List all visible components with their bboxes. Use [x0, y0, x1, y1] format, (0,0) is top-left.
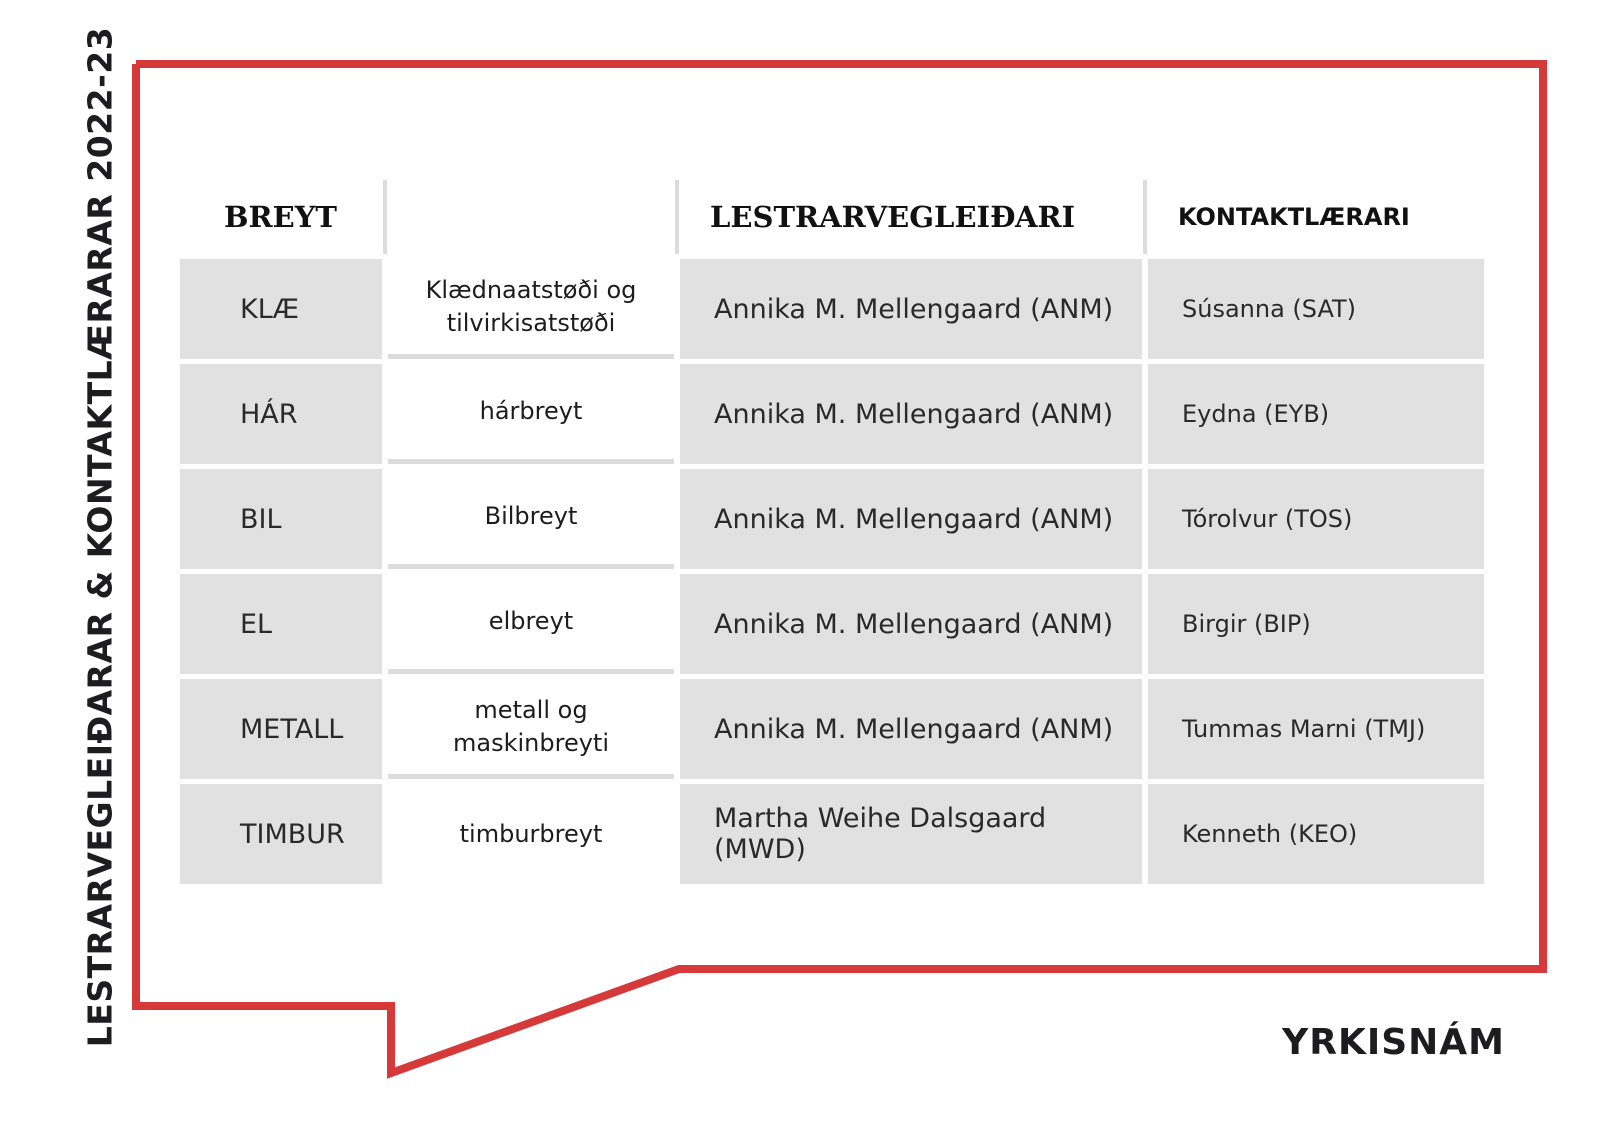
row-description: metall og maskinbreyti — [388, 679, 674, 779]
header-breyt — [180, 180, 382, 254]
row-code: EL — [180, 574, 382, 674]
header-guide — [680, 180, 1142, 254]
row-code: HÁR — [180, 364, 382, 464]
row-description: timburbreyt — [388, 784, 674, 884]
row-guide: Annika M. Mellengaard (ANM) — [680, 574, 1142, 674]
row-description: elbreyt — [388, 574, 674, 674]
row-guide: Martha Weihe Dalsgaard (MWD) — [680, 784, 1142, 884]
row-code: TIMBUR — [180, 784, 382, 884]
assignment-table — [180, 180, 1484, 884]
page-title: LESTRARVEGLEIÐARAR & KONTAKTLÆRARAR 2022-23 — [80, 26, 120, 1048]
header-contact — [1148, 180, 1484, 254]
row-description: hárbreyt — [388, 364, 674, 464]
brand-wordmark: YRKISNÁM — [1282, 1022, 1505, 1063]
row-contact: Tórolvur (TOS) — [1148, 469, 1484, 569]
row-guide: Annika M. Mellengaard (ANM) — [680, 469, 1142, 569]
row-code: BIL — [180, 469, 382, 569]
row-guide: Annika M. Mellengaard (ANM) — [680, 679, 1142, 779]
row-guide: Annika M. Mellengaard (ANM) — [680, 364, 1142, 464]
row-description: Bilbreyt — [388, 469, 674, 569]
row-contact: Birgir (BIP) — [1148, 574, 1484, 674]
row-code: KLÆ — [180, 259, 382, 359]
row-code: METALL — [180, 679, 382, 779]
row-contact: Súsanna (SAT) — [1148, 259, 1484, 359]
row-contact: Kenneth (KEO) — [1148, 784, 1484, 884]
row-contact: Eydna (EYB) — [1148, 364, 1484, 464]
row-contact: Tummas Marni (TMJ) — [1148, 679, 1484, 779]
header-guide-label: LESTRARVEGLEIÐARI — [710, 200, 1076, 234]
row-description: Klædnaatstøði og tilvirkisatstøði — [388, 259, 674, 359]
header-description — [388, 180, 674, 254]
header-contact-label: KONTAKTLÆRARI — [1178, 203, 1410, 231]
header-breyt-label: BREYT — [224, 200, 337, 234]
row-guide: Annika M. Mellengaard (ANM) — [680, 259, 1142, 359]
